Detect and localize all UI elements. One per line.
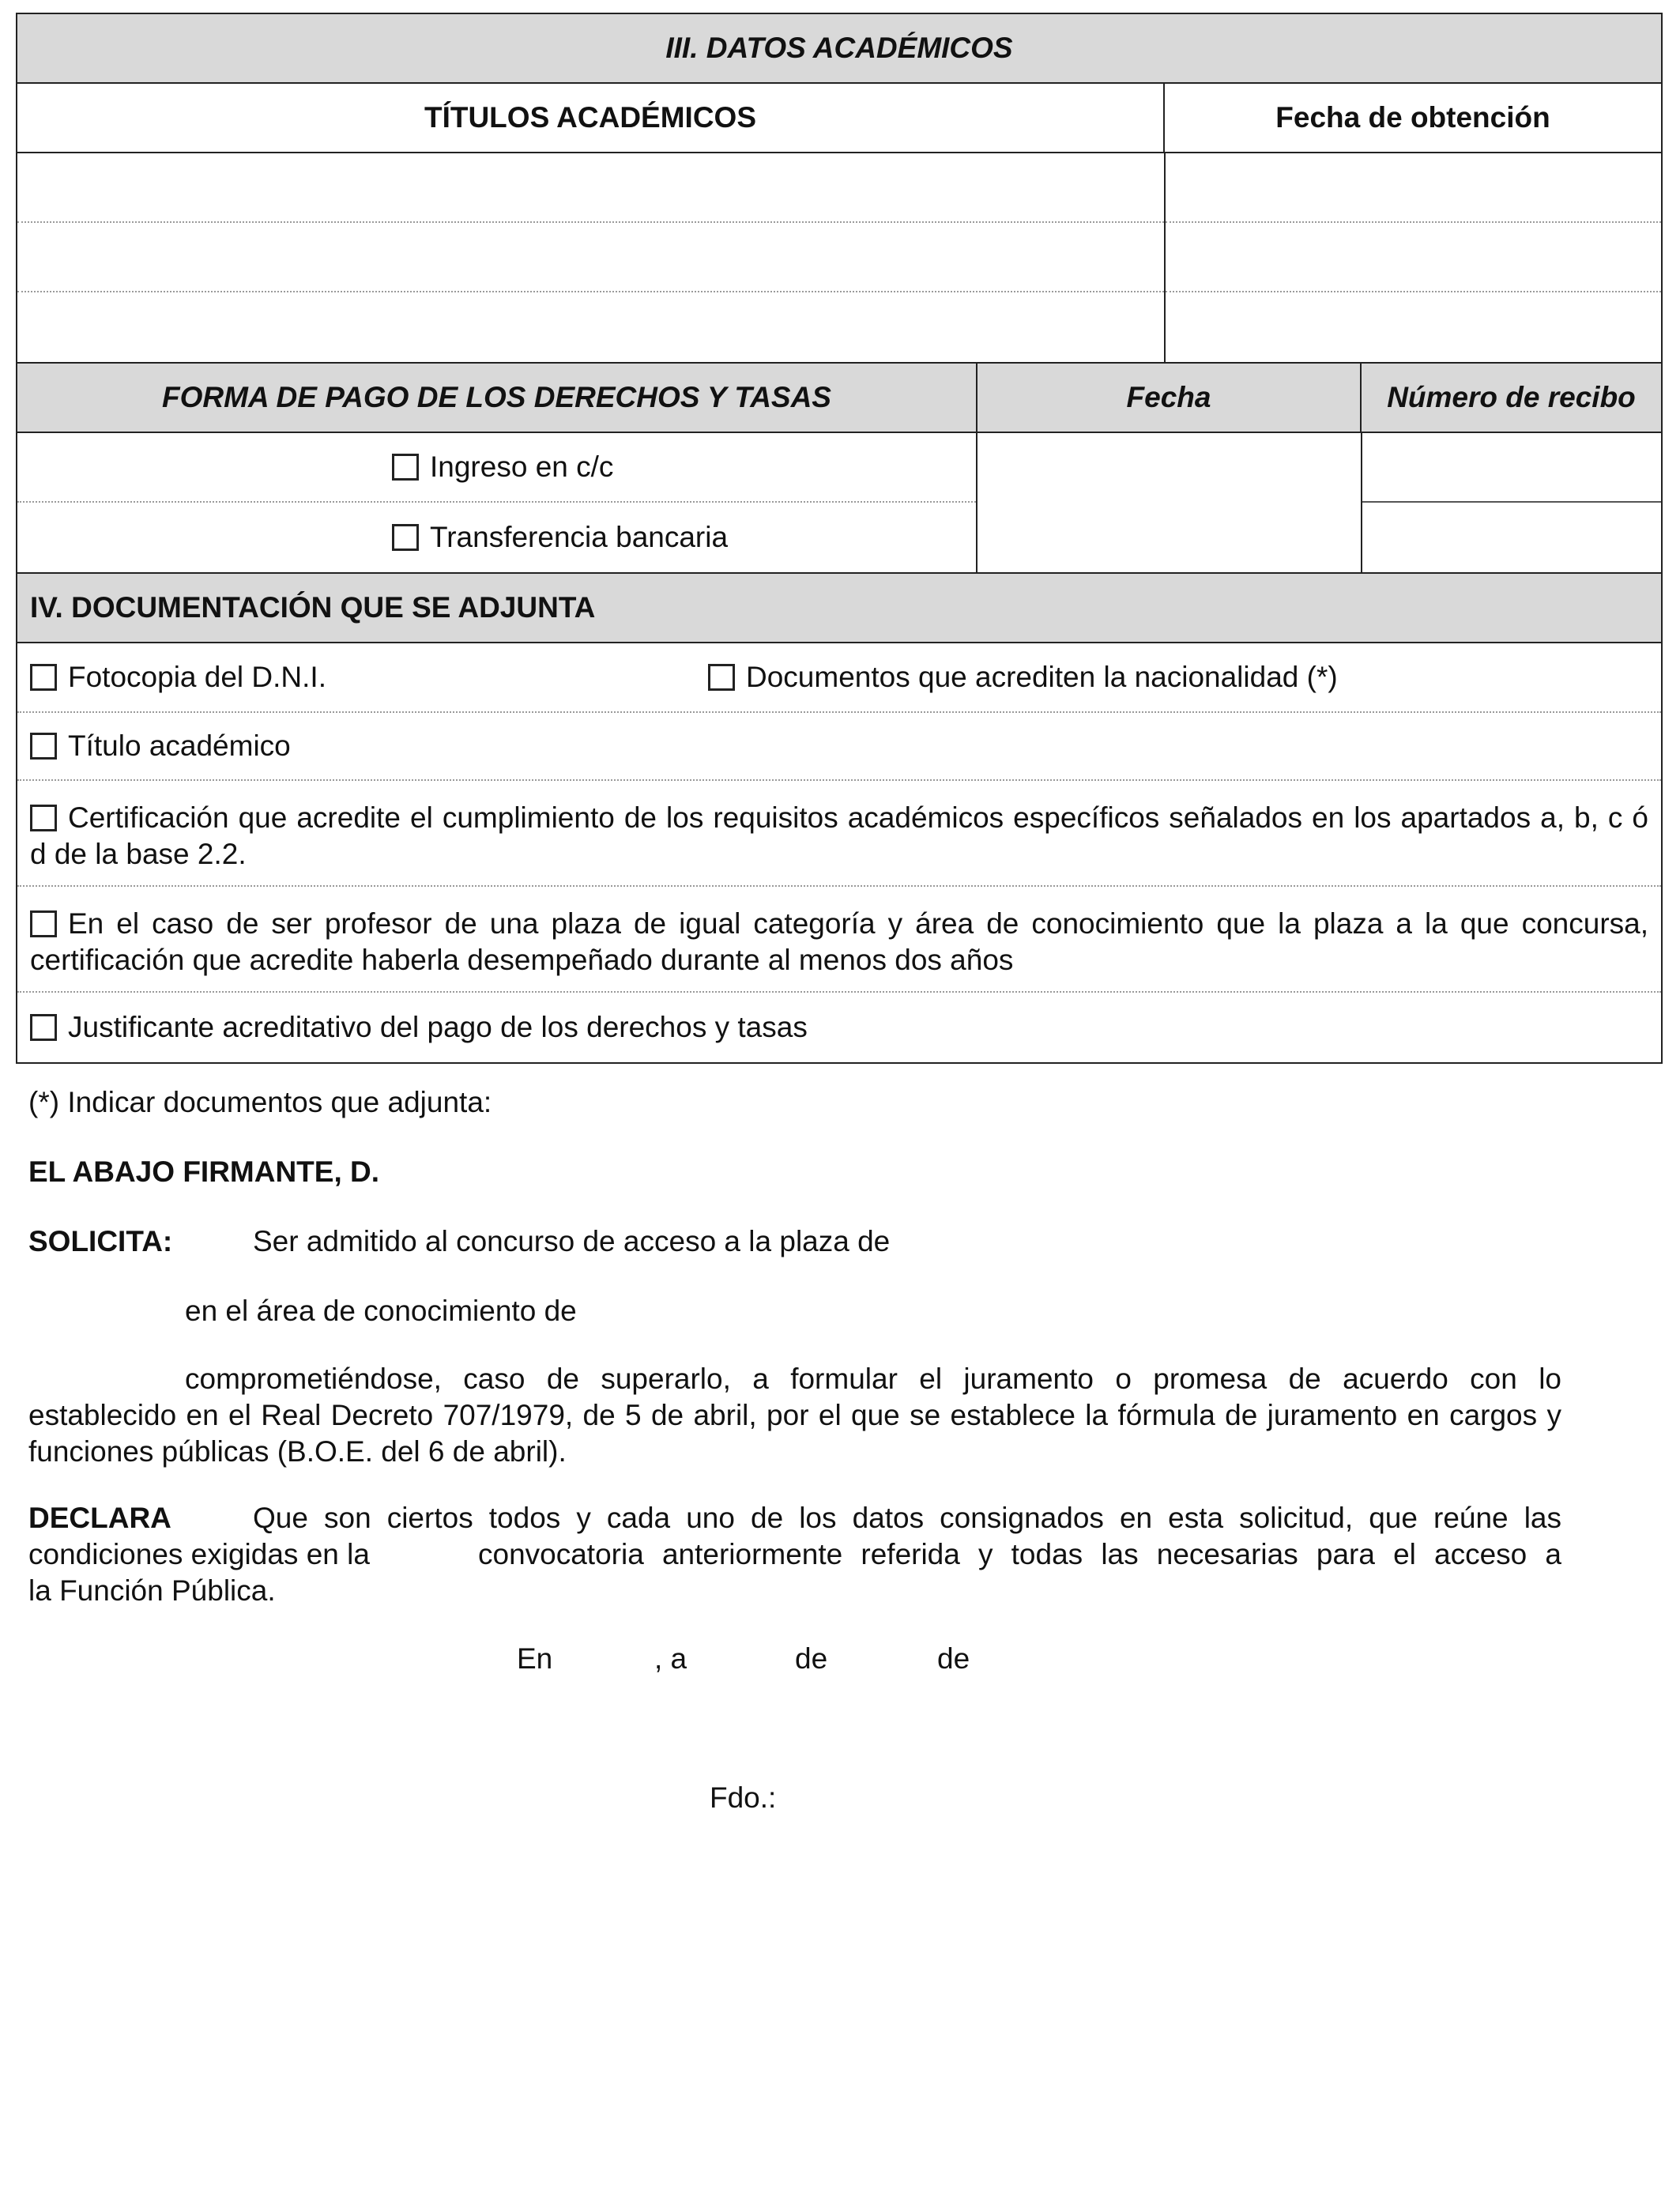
document-dni [30,643,708,711]
academic-title-field-3[interactable] [17,292,1164,362]
document-professor-label: En el caso de ser profesor de una plaza de igual categoría y área de conocimiento que la plaza a la que concursa, certificación que acredite haberla desempeñado durante al menos dos años [30,907,1648,976]
academic-columns-header [17,84,1661,153]
document-payment-proof [30,993,808,1062]
payment-date-field-1[interactable] [977,433,1361,503]
checkbox-professor[interactable] [30,910,57,937]
commitment-text: establecido en el Real Decreto 707/1979, de 5 de abril, por el que se establece la fórmula de juramento en cargos y funciones públicas (B.O.E. del 6 de abril). [28,1399,1561,1468]
checkbox-certification[interactable] [30,805,57,831]
obtention-date-field-3[interactable] [1166,292,1661,362]
academic-entries [17,153,1661,364]
academic-section-header [17,14,1661,84]
document-certification [17,781,1661,885]
signer-label: EL ABAJO FIRMANTE, D. [28,1155,380,1188]
declara-second-line-end: convocatoria anteriormente referida y todas las necesarias para el acceso a [478,1538,1561,1570]
checkbox-dni[interactable] [30,664,57,691]
commitment-first-line: comprometiéndose, caso de superarlo, a formular el juramento o promesa de acuerdo con lo [185,1363,1561,1395]
checkbox-academic-title[interactable] [30,733,57,760]
place-de-year: de [937,1642,970,1675]
checkbox-ingreso-cc[interactable] [392,454,419,481]
payment-date-field-2[interactable] [977,503,1361,572]
attached-documents-note: (*) Indicar documentos que adjunta: [28,1086,492,1118]
document-professor [17,887,1661,991]
document-payment-proof-label: Justificante acreditativo del pago de los derechos y tasas [68,1011,808,1043]
documents-row-dni [17,643,1661,713]
document-certification-label: Certificación que acredite el cumplimiento de los requisitos académicos específicos señalados en los apartados a, b, c ó d de la base 2.2. [30,801,1648,870]
payment-option-cc [17,433,976,503]
place-a: , a [654,1642,687,1675]
obtention-date-column-header: Fecha de obtención [1275,101,1550,134]
obtention-date-field-1[interactable] [1166,153,1661,223]
academic-title-field-1[interactable] [17,153,1164,223]
academic-title-field-2[interactable] [17,223,1164,292]
payment-option-transfer-label: Transferencia bancaria [430,521,729,553]
documents-row-certification [17,781,1661,887]
payment-entries [17,433,1661,574]
obtention-date-field-2[interactable] [1166,223,1661,292]
document-academic-title-label: Título académico [68,729,291,762]
documents-row-payment-proof [17,993,1661,1062]
payment-option-transfer [17,503,976,572]
payment-method-column-header: FORMA DE PAGO DE LOS DERECHOS Y TASAS [17,364,977,432]
payment-date-column-header: Fecha [977,364,1362,432]
declara-second-line-start: condiciones exigidas en la [28,1538,370,1570]
checkbox-nationality[interactable] [708,664,735,691]
document-nationality [708,643,1338,711]
signature-label: Fdo.: [710,1781,777,1814]
checkbox-payment-proof[interactable] [30,1014,57,1041]
payment-option-cc-label: Ingreso en c/c [430,450,614,483]
documents-row-title [17,713,1661,781]
solicita-label: SOLICITA: [28,1225,173,1257]
solicita-text: Ser admitido al concurso de acceso a la plaza de [253,1225,891,1257]
area-text: en el área de conocimiento de [185,1295,577,1327]
declara-first-line: Que son ciertos todos y cada uno de los datos consignados en esta solicitud, que reúne las [253,1502,1561,1534]
receipt-number-field-1[interactable] [1362,433,1661,503]
place-de-month: de [795,1642,828,1675]
place-en: En [517,1642,553,1675]
documents-section-header [17,574,1661,643]
payment-columns-header [17,364,1661,433]
academic-section-title: III. DATOS ACADÉMICOS [665,32,1013,64]
checkbox-transferencia[interactable] [392,524,419,551]
document-dni-label: Fotocopia del D.N.I. [68,661,326,693]
document-academic-title [30,713,291,779]
documents-row-professor [17,887,1661,993]
academic-titles-column-header: TÍTULOS ACADÉMICOS [17,84,1165,152]
receipt-number-column-header: Número de recibo [1387,381,1636,413]
documents-section-title: IV. DOCUMENTACIÓN QUE SE ADJUNTA [30,591,596,624]
declara-label: DECLARA [28,1502,171,1534]
receipt-number-field-2[interactable] [1362,503,1661,572]
declara-third-line: la Función Pública. [28,1574,276,1607]
document-nationality-label: Documentos que acrediten la nacionalidad (*) [746,661,1338,693]
application-form-table [16,13,1663,1064]
